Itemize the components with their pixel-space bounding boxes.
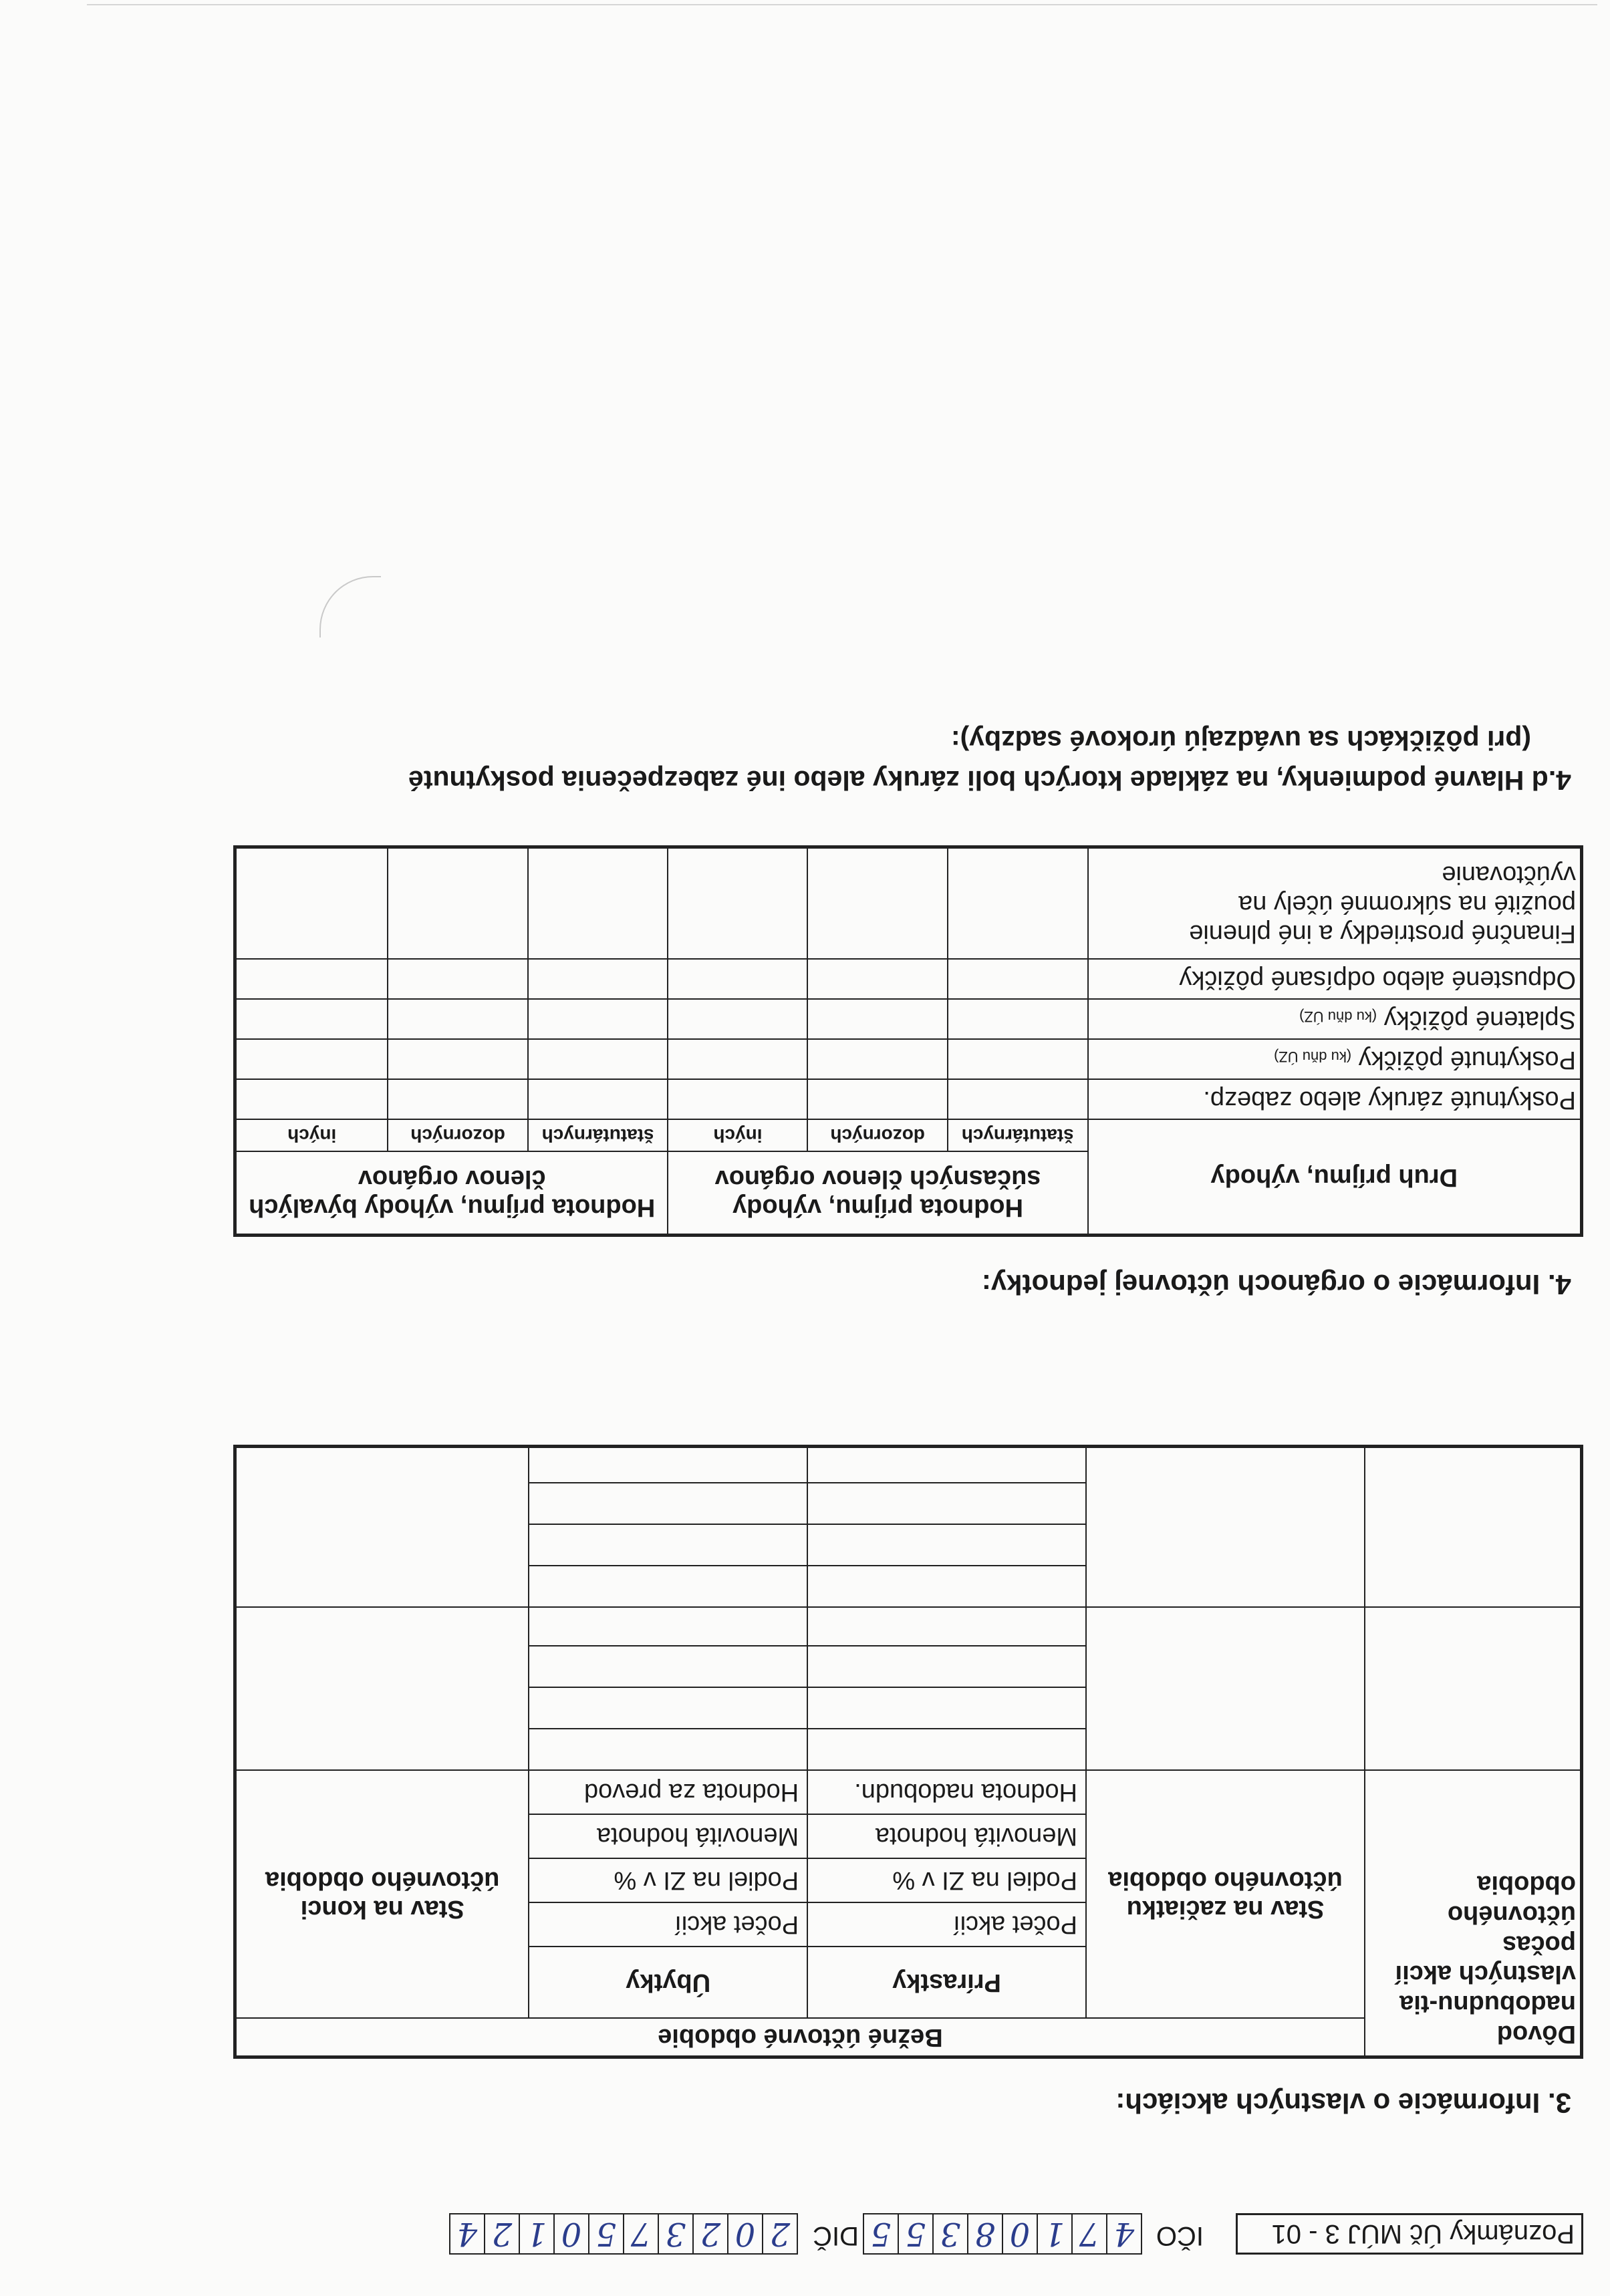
value-cell[interactable] [948, 960, 1088, 1000]
start-of-period-cell[interactable] [1086, 1447, 1365, 1608]
former-members-header: Hodnota príjmu, výhody bývalých členov orgánov [235, 1152, 668, 1236]
value-cell[interactable] [528, 960, 668, 1000]
value-cell[interactable] [668, 1000, 807, 1040]
disposals-cell[interactable] [529, 1608, 807, 1771]
value-cell[interactable] [235, 1040, 388, 1080]
start-of-period-header: Stav na začiatku účtovného obdobia [1086, 1771, 1365, 2019]
row-label-guarantees: Poskytnuté záruky alebo zabezp. [1088, 1080, 1582, 1120]
value-cell[interactable] [668, 1080, 807, 1120]
value-cell[interactable] [807, 1000, 947, 1040]
handwritten-digit: 1 [1037, 2214, 1071, 2253]
handwritten-digit: 5 [898, 2214, 932, 2253]
row-label-loans-repaid: Splatené pôžičky (ku dňu ÚZ) [1088, 1000, 1582, 1040]
handwritten-digit: 4 [456, 2215, 478, 2253]
current-other-header: iných [668, 1120, 807, 1152]
value-cell[interactable] [668, 960, 807, 1000]
end-of-period-header: Stav na konci účtovného obdobia [235, 1771, 529, 2019]
disposals-transfer-value: Hodnota za prevod [584, 1778, 799, 1807]
additions-share-of-capital: Podiel na ZI v % [808, 1858, 1085, 1902]
value-cell[interactable] [668, 847, 807, 960]
disposals-share-of-capital: Podiel na ZI v % [529, 1858, 807, 1902]
disposals-header: Úbytky [529, 1947, 807, 2018]
row-label-loans-provided: Poskytnuté pôžičky (ku dňu ÚZ) [1088, 1040, 1582, 1080]
handwritten-digit: 7 [623, 2214, 658, 2253]
start-of-period-cell[interactable] [1086, 1608, 1365, 1771]
handwritten-digit: 4 [1106, 2214, 1141, 2253]
handwritten-digit: 2 [762, 2214, 797, 2253]
current-period-header: Bežné účtovné obdobie [235, 2019, 1365, 2057]
value-cell[interactable] [948, 1000, 1088, 1040]
value-cell[interactable] [528, 847, 668, 960]
reason-cell[interactable] [1365, 1608, 1582, 1771]
additions-shares-count: Počet akcií [808, 1902, 1085, 1947]
additions-nominal-value: Menovitá hodnota [808, 1814, 1085, 1858]
handwritten-digit: 0 [553, 2214, 588, 2253]
value-cell[interactable] [948, 1080, 1088, 1120]
row-label-loans-written-off: Odpustené alebo odpísané pôžičky [1088, 960, 1582, 1000]
value-cell[interactable] [388, 1080, 527, 1120]
value-cell[interactable] [388, 960, 527, 1000]
row-label-private-use-funds: Finančné prostriedky a iné plnenie použité na súkromné účely na vyúčtovanie [1088, 847, 1582, 960]
end-of-period-cell[interactable] [235, 1608, 529, 1771]
value-cell[interactable] [388, 847, 527, 960]
additions-header: Prírastky [808, 1947, 1085, 2018]
disposals-shares-count: Počet akcií [529, 1902, 807, 1947]
handwritten-digit: 7 [1071, 2214, 1106, 2253]
additions-cell[interactable] [807, 1447, 1086, 1608]
disposals-cell[interactable] [529, 1447, 807, 1608]
handwritten-digit: 8 [967, 2214, 1002, 2253]
dic-label: DIČ [813, 2221, 859, 2251]
value-cell[interactable] [388, 1040, 527, 1080]
section-4-title: 4. Informácie o orgánoch účtovnej jednotky: [981, 1269, 1571, 1300]
handwritten-digit: 5 [870, 2215, 892, 2253]
value-cell[interactable] [388, 1000, 527, 1040]
form-title: Poznámky Úč MÚJ 3 - 01 [1236, 2213, 1583, 2255]
handwritten-digit: 0 [727, 2214, 762, 2253]
value-cell[interactable] [235, 960, 388, 1000]
handwritten-digit: 3 [932, 2214, 967, 2253]
disposals-nominal-value: Menovitá hodnota [529, 1814, 807, 1858]
handwritten-digit: 5 [588, 2214, 623, 2253]
value-cell[interactable] [235, 847, 388, 960]
additions-cell[interactable] [807, 1608, 1086, 1771]
handwritten-digit: 0 [1002, 2214, 1037, 2253]
value-cell[interactable] [235, 1080, 388, 1120]
value-cell[interactable] [807, 1040, 947, 1080]
row-note: (ku dňu ÚZ) [1274, 1048, 1352, 1065]
value-cell[interactable] [948, 847, 1088, 960]
current-statutory-header: štatutárnych [948, 1120, 1088, 1152]
former-statutory-header: štatutárnych [528, 1120, 668, 1152]
former-other-header: iných [235, 1120, 388, 1152]
handwritten-digit: 3 [658, 2214, 692, 2253]
dic-field[interactable] [449, 2213, 798, 2255]
ico-label: IČO [1156, 2221, 1204, 2251]
value-cell[interactable] [528, 1080, 668, 1120]
value-cell[interactable] [668, 1040, 807, 1080]
end-of-period-cell[interactable] [235, 1447, 529, 1608]
value-cell[interactable] [235, 1000, 388, 1040]
reason-cell[interactable] [1365, 1447, 1582, 1608]
own-shares-table [233, 1445, 1583, 2059]
section-4d-subtitle: (pri pôžičkách sa uvádzajú úrokové sadzby): [950, 725, 1531, 756]
reason-header: Dôvod nadobudnu-tia vlastných akcií počas účtovného obdobia [1365, 1771, 1582, 2057]
current-members-header: Hodnota príjmu, výhody súčasných členov orgánov [668, 1152, 1087, 1236]
value-cell[interactable] [528, 1040, 668, 1080]
handwritten-digit: 1 [519, 2214, 553, 2253]
value-cell[interactable] [948, 1040, 1088, 1080]
handwritten-digit: 2 [484, 2214, 519, 2253]
ico-field[interactable] [863, 2213, 1142, 2255]
value-cell[interactable] [528, 1000, 668, 1040]
bodies-income-table [233, 845, 1583, 1237]
former-supervisory-header: dozorných [388, 1120, 527, 1152]
value-cell[interactable] [807, 960, 947, 1000]
current-supervisory-header: dozorných [807, 1120, 947, 1152]
income-type-header: Druh príjmu, výhody [1088, 1120, 1582, 1236]
value-cell[interactable] [807, 1080, 947, 1120]
row-note: (ku dňu ÚZ) [1299, 1008, 1377, 1025]
additions-acquisition-value: Hodnota nadobudn. [854, 1778, 1078, 1807]
value-cell[interactable] [807, 847, 947, 960]
section-3-title: 3. Informácie o vlastných akciách: [1115, 2088, 1571, 2119]
handwritten-digit: 2 [692, 2214, 727, 2253]
section-4d-title: 4.d Hlavné podmienky, na základe ktorých boli záruky alebo iné zabezpečenia poskytnuté [408, 765, 1571, 796]
